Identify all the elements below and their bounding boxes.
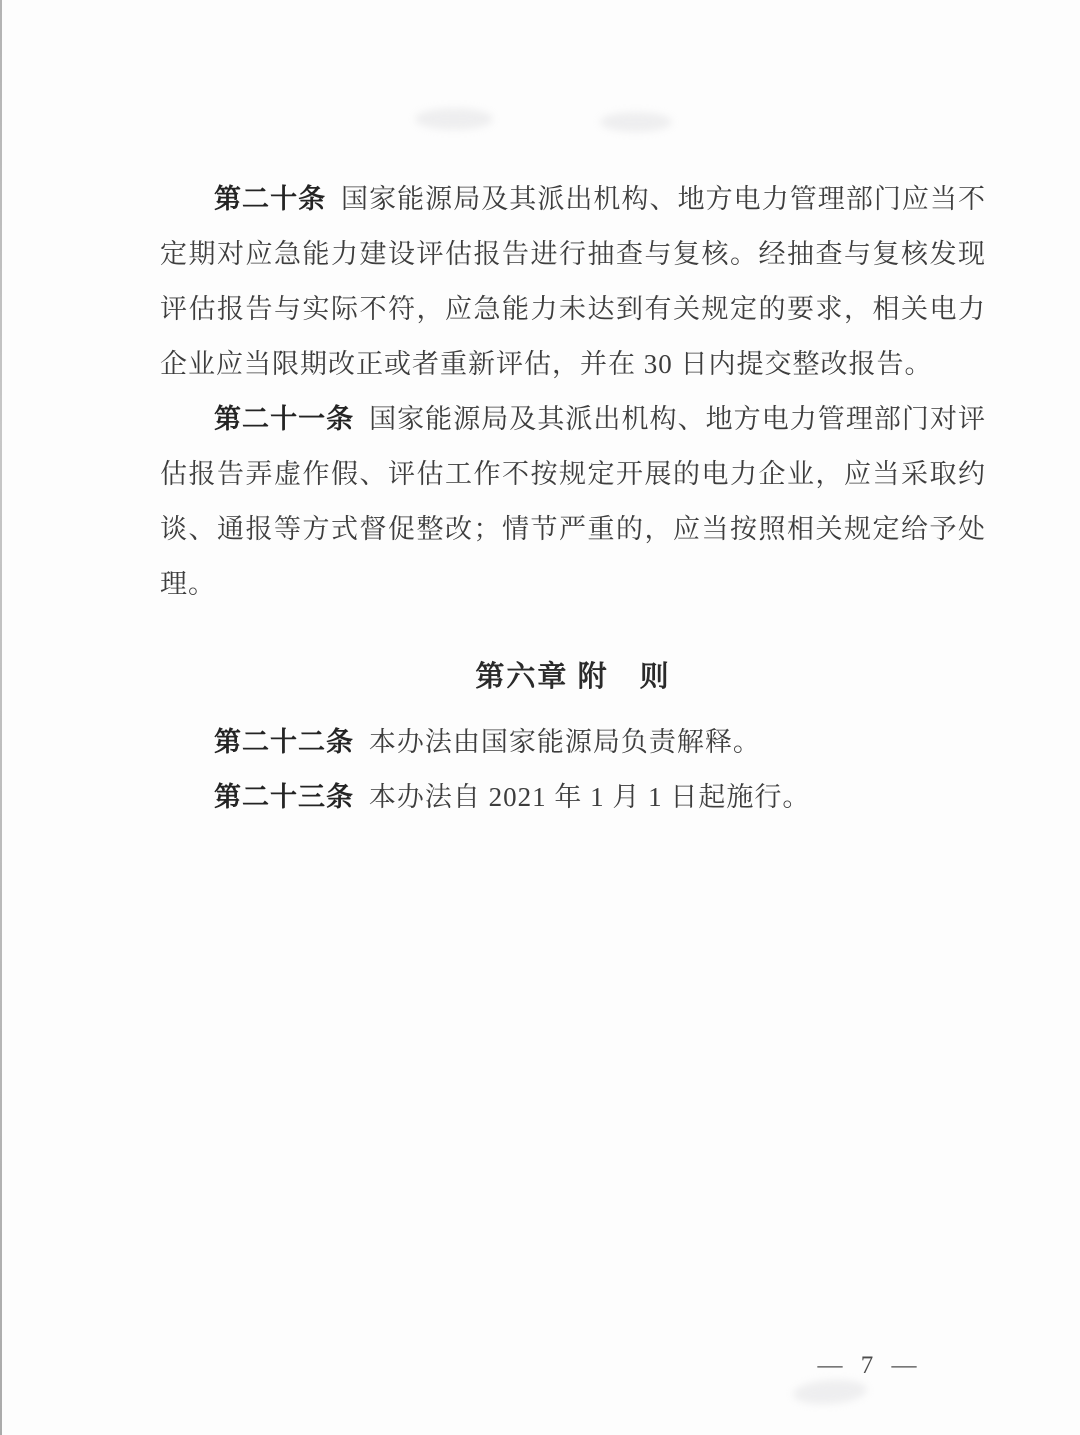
scan-edge-line (0, 0, 2, 1435)
article-text: 国家能源局及其派出机构、地方电力管理部门对评估报告弄虚作假、评估工作不按规定开展的电力企业，应当采取约谈、通报等方式督促整改；情节严重的，应当按照相关规定给予处理。 (160, 404, 987, 599)
article-paragraph (160, 392, 986, 612)
page-number: — 7 — (817, 1352, 923, 1379)
article-text: 国家能源局及其派出机构、地方电力管理部门应当不定期对应急能力建设评估报告进行抽查与复核。经抽查与复核发现评估报告与实际不符，应急能力未达到有关规定的要求，相关电力企业应当限期改正或者重新评估，并在 30 日内提交整改报告。 (160, 184, 987, 379)
bleedthrough-smudge (600, 112, 672, 132)
article-number: 第二十三条 (214, 782, 354, 812)
article-text: 本办法由国家能源局负责解释。 (368, 727, 761, 757)
article-number: 第二十条 (214, 184, 327, 214)
chapter-heading: 第六章 附 则 (475, 661, 671, 693)
article-number: 第二十二条 (214, 727, 354, 757)
article-paragraph (160, 172, 986, 392)
article-paragraph (160, 715, 986, 770)
article-number: 第二十一条 (214, 404, 355, 434)
article-text: 本办法自 2021 年 1 月 1 日起施行。 (368, 782, 811, 812)
article-paragraph (160, 770, 986, 825)
page-content (160, 172, 986, 825)
bleedthrough-smudge (415, 108, 493, 130)
bleedthrough-smudge (792, 1377, 867, 1406)
